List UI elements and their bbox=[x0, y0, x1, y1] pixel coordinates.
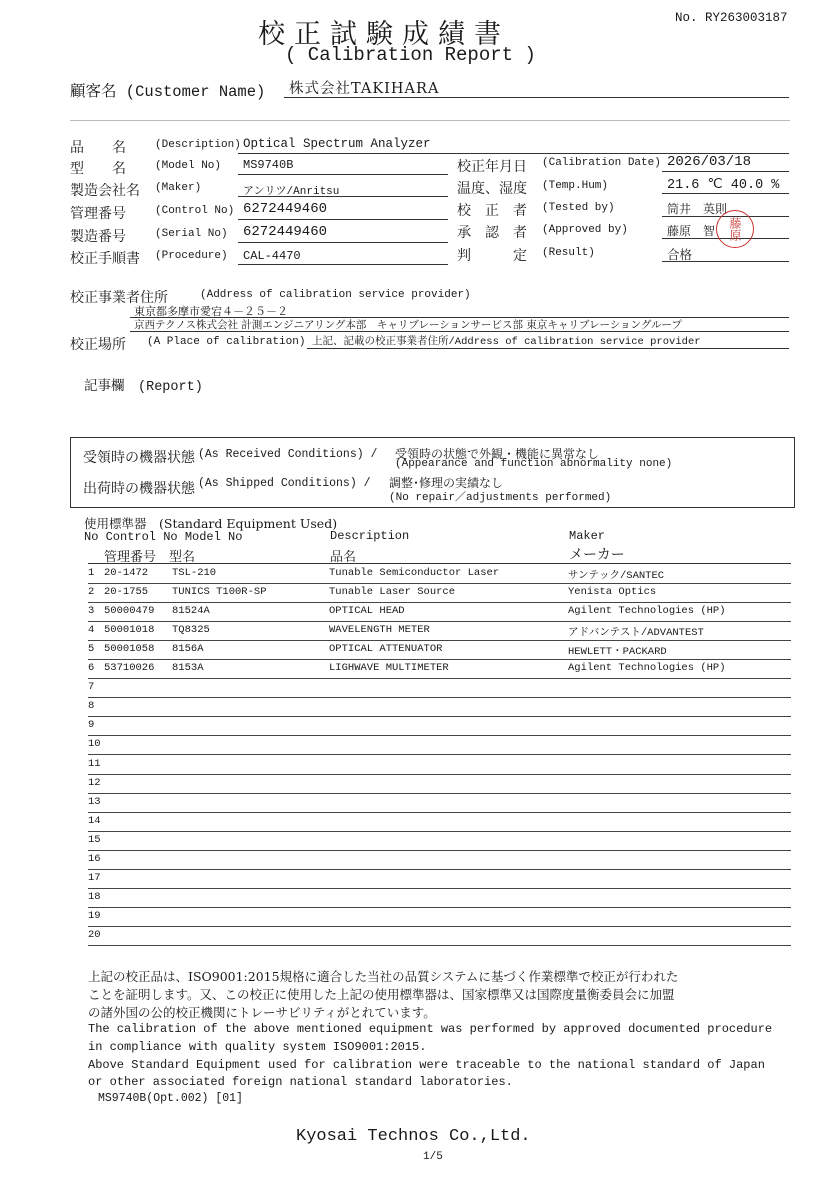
provider-address-line2: 京西テクノス株式会社 計測エンジニアリング本部 キャリブレーションサービス部 東京キャリブレーショングループ bbox=[134, 319, 683, 331]
cal-date-en-label: (Calibration Date) bbox=[542, 157, 661, 169]
tested-by-en-label: (Tested by) bbox=[542, 202, 615, 214]
serial-no-value: 6272449460 bbox=[243, 224, 328, 240]
maker-value: アンリツ/Anritsu bbox=[243, 186, 340, 198]
equipment-col-header-jp: 管理番号 型名 bbox=[104, 550, 196, 565]
table-row bbox=[88, 812, 791, 832]
row-no: 2 bbox=[88, 586, 95, 599]
row-no: 13 bbox=[88, 795, 101, 808]
description-header-en: Description bbox=[330, 529, 410, 543]
row-model-no: TSL-210 bbox=[172, 567, 217, 579]
control-no-jp-label: 管理番号 bbox=[70, 206, 126, 222]
place-jp-label: 校正場所 bbox=[70, 337, 126, 353]
row-no: 3 bbox=[88, 605, 95, 618]
maker-header-jp: メーカー bbox=[569, 547, 625, 563]
model-en-label: (Model No) bbox=[155, 160, 222, 172]
statement-en-line3: Above Standard Equipment used for calibration were traceable to the national standard of Japan bbox=[88, 1058, 765, 1072]
row-model-no: 8156A bbox=[172, 643, 204, 656]
description-en-label: (Description) bbox=[155, 139, 241, 151]
maker-header-en: Maker bbox=[569, 529, 606, 543]
statement-jp-line3: の諸外国の公的校正機関にトレーサビリティがとれています。 bbox=[88, 1005, 436, 1020]
control-no-underline bbox=[238, 219, 448, 220]
tested-by-value: 筒井 英則 bbox=[667, 202, 728, 216]
statement-jp-line2: ことを証明します。又、この校正に使用した上記の使用標準器は、国家標準又は国際度量衡委員会に加盟 bbox=[88, 987, 675, 1002]
approved-by-en-label: (Approved by) bbox=[542, 224, 628, 236]
conditions-box bbox=[70, 437, 795, 508]
row-model-no: TUNICS T100R-SP bbox=[172, 586, 267, 599]
row-description: WAVELENGTH METER bbox=[329, 624, 430, 637]
row-no: 15 bbox=[88, 833, 101, 846]
row-no: 11 bbox=[88, 757, 101, 770]
table-row bbox=[88, 697, 791, 717]
seal-text: 藤原 bbox=[728, 217, 742, 241]
row-maker: Yenista Optics bbox=[568, 586, 657, 599]
control-no-en-label: (Control No) bbox=[155, 205, 235, 217]
serial-no-en-label: (Serial No) bbox=[155, 228, 228, 240]
row-no: 19 bbox=[88, 909, 101, 922]
table-row bbox=[88, 678, 791, 698]
report-number: No. RY263003187 bbox=[675, 11, 788, 25]
row-no: 14 bbox=[88, 814, 101, 827]
cal-date-value: 2026/03/18 bbox=[667, 154, 752, 170]
table-row bbox=[88, 755, 791, 775]
row-model-no: 81524A bbox=[172, 605, 210, 618]
customer-label: 顧客名 (Customer Name) bbox=[70, 83, 266, 101]
row-no: 1 bbox=[88, 567, 95, 579]
model-reference: MS9740B(Opt.002) [01] bbox=[98, 1092, 243, 1105]
result-underline bbox=[662, 261, 789, 262]
row-no: 5 bbox=[88, 643, 95, 656]
table-row bbox=[88, 659, 791, 679]
row-control-no: 50000479 bbox=[104, 605, 155, 618]
temp-hum-jp-label: 温度、湿度 bbox=[457, 181, 527, 197]
model-underline bbox=[238, 174, 448, 175]
table-row bbox=[88, 888, 791, 908]
equipment-title: 使用標準器 (Standard Equipment Used) bbox=[84, 516, 338, 531]
received-note: (Appearance and function abnormality none) bbox=[395, 458, 673, 470]
row-maker: サンテック/SANTEC bbox=[568, 570, 665, 582]
received-en: (As Received Conditions) / bbox=[198, 448, 378, 461]
place-underline bbox=[307, 348, 789, 349]
model-value: MS9740B bbox=[243, 158, 294, 172]
shipped-label: 出荷時の機器状態 bbox=[83, 481, 195, 497]
procedure-underline bbox=[238, 264, 448, 265]
provider-address-line1: 東京都多摩市愛宕４－２５－２ bbox=[134, 305, 288, 318]
row-no: 4 bbox=[88, 624, 95, 637]
page-number: 1/5 bbox=[423, 1151, 443, 1163]
description-jp-label: 品 名 bbox=[70, 140, 126, 156]
row-model-no: 8153A bbox=[172, 662, 204, 675]
provider-underline-2 bbox=[130, 331, 789, 332]
received-jp-value: 受領時の状態で外観・機能に異常なし bbox=[395, 447, 600, 461]
control-no-value: 6272449460 bbox=[243, 201, 328, 217]
footer-company: Kyosai Technos Co.,Ltd. bbox=[296, 1127, 531, 1146]
row-control-no: 20-1755 bbox=[104, 586, 149, 599]
temp-hum-underline bbox=[662, 193, 789, 194]
statement-en-line2: in compliance with quality system ISO9001:2015. bbox=[88, 1040, 427, 1054]
maker-underline bbox=[238, 196, 448, 197]
equipment-col-header-en: No Control No Model No bbox=[84, 530, 243, 544]
row-no: 10 bbox=[88, 738, 101, 751]
table-row bbox=[88, 735, 791, 755]
row-description: OPTICAL HEAD bbox=[329, 605, 405, 618]
table-row bbox=[88, 774, 791, 794]
row-no: 18 bbox=[88, 890, 101, 903]
provider-jp-label: 校正事業者住所 bbox=[70, 290, 168, 306]
place-en-label: (A Place of calibration) bbox=[147, 336, 306, 348]
statement-en-line4: or other associated foreign national standard laboratories. bbox=[88, 1075, 513, 1089]
row-control-no: 53710026 bbox=[104, 662, 155, 675]
shipped-note: (No repair／adjustments performed) bbox=[389, 492, 612, 504]
row-maker: アドバンテスト/ADVANTEST bbox=[568, 627, 704, 640]
result-value: 合格 bbox=[667, 247, 693, 262]
row-description: Tunable Semiconductor Laser bbox=[329, 567, 500, 579]
approved-by-value: 藤原 智 bbox=[667, 224, 716, 238]
table-row bbox=[88, 716, 791, 736]
table-row bbox=[88, 621, 791, 641]
statement-jp-line1: 上記の校正品は、ISO9001:2015規格に適合した当社の品質システムに基づく作業標準で校正が行われた bbox=[88, 969, 679, 984]
approval-seal-stamp bbox=[716, 210, 754, 248]
row-maker: Agilent Technologies (HP) bbox=[568, 662, 726, 675]
table-row bbox=[88, 831, 791, 851]
customer-value: 株式会社TAKIHARA bbox=[289, 81, 440, 97]
received-label: 受領時の機器状態 bbox=[83, 450, 195, 466]
row-no: 8 bbox=[88, 700, 95, 713]
shipped-jp-value: 調整･修理の実績なし bbox=[389, 476, 504, 490]
table-row bbox=[88, 564, 791, 584]
table-row bbox=[88, 583, 791, 603]
row-no: 7 bbox=[88, 681, 95, 694]
maker-en-label: (Maker) bbox=[155, 182, 202, 194]
row-description: Tunable Laser Source bbox=[329, 586, 456, 599]
serial-no-underline bbox=[238, 242, 448, 243]
report-label: 記事欄 (Report) bbox=[84, 380, 203, 395]
table-row bbox=[88, 869, 791, 889]
customer-underline bbox=[284, 97, 789, 98]
shipped-en: (As Shipped Conditions) / bbox=[198, 477, 371, 490]
serial-no-jp-label: 製造番号 bbox=[70, 229, 126, 245]
procedure-en-label: (Procedure) bbox=[155, 250, 228, 262]
maker-jp-label: 製造会社名 bbox=[70, 183, 140, 199]
table-row bbox=[88, 602, 791, 622]
table-row bbox=[88, 926, 791, 946]
row-model-no: TQ8325 bbox=[172, 624, 210, 637]
procedure-jp-label: 校正手順書 bbox=[70, 251, 140, 267]
place-value: 上記、記載の校正事業者住所/Address of calibration service provider bbox=[312, 336, 701, 348]
row-maker: HEWLETT・PACKARD bbox=[568, 646, 667, 659]
document-title: 校正試験成績書 bbox=[258, 19, 510, 50]
row-description: LIGHWAVE MULTIMETER bbox=[329, 662, 449, 675]
row-no: 17 bbox=[88, 871, 101, 884]
approved-by-jp-label: 承 認 者 bbox=[457, 225, 527, 241]
statement-en-line1: The calibration of the above mentioned equipment was performed by approved documented procedure bbox=[88, 1022, 773, 1036]
result-en-label: (Result) bbox=[542, 247, 595, 259]
row-no: 6 bbox=[88, 662, 95, 675]
row-no: 9 bbox=[88, 719, 95, 732]
cal-date-underline bbox=[662, 171, 789, 172]
procedure-value: CAL-4470 bbox=[243, 249, 301, 263]
temp-hum-value: 21.6 ℃ 40.0 % bbox=[667, 178, 780, 193]
row-no: 12 bbox=[88, 776, 101, 789]
cal-date-jp-label: 校正年月日 bbox=[457, 159, 527, 175]
model-jp-label: 型 名 bbox=[70, 161, 126, 177]
table-row bbox=[88, 640, 791, 660]
tested-by-jp-label: 校 正 者 bbox=[457, 203, 527, 219]
section-rule bbox=[70, 120, 790, 121]
temp-hum-en-label: (Temp.Hum) bbox=[542, 180, 609, 192]
description-header-jp: 品名 bbox=[330, 550, 357, 565]
table-row bbox=[88, 850, 791, 870]
provider-en-label: (Address of calibration service provider) bbox=[200, 289, 471, 301]
table-row bbox=[88, 793, 791, 813]
result-jp-label: 判 定 bbox=[457, 248, 527, 264]
row-description: OPTICAL ATTENUATOR bbox=[329, 643, 443, 656]
row-maker: Agilent Technologies (HP) bbox=[568, 605, 726, 618]
table-row bbox=[88, 907, 791, 927]
row-control-no: 50001018 bbox=[104, 624, 155, 637]
row-no: 20 bbox=[88, 928, 101, 941]
row-control-no: 20-1472 bbox=[104, 567, 149, 579]
description-value: Optical Spectrum Analyzer bbox=[243, 137, 431, 151]
row-control-no: 50001058 bbox=[104, 643, 155, 656]
document-subtitle: ( Calibration Report ) bbox=[285, 44, 536, 66]
row-no: 16 bbox=[88, 852, 101, 865]
